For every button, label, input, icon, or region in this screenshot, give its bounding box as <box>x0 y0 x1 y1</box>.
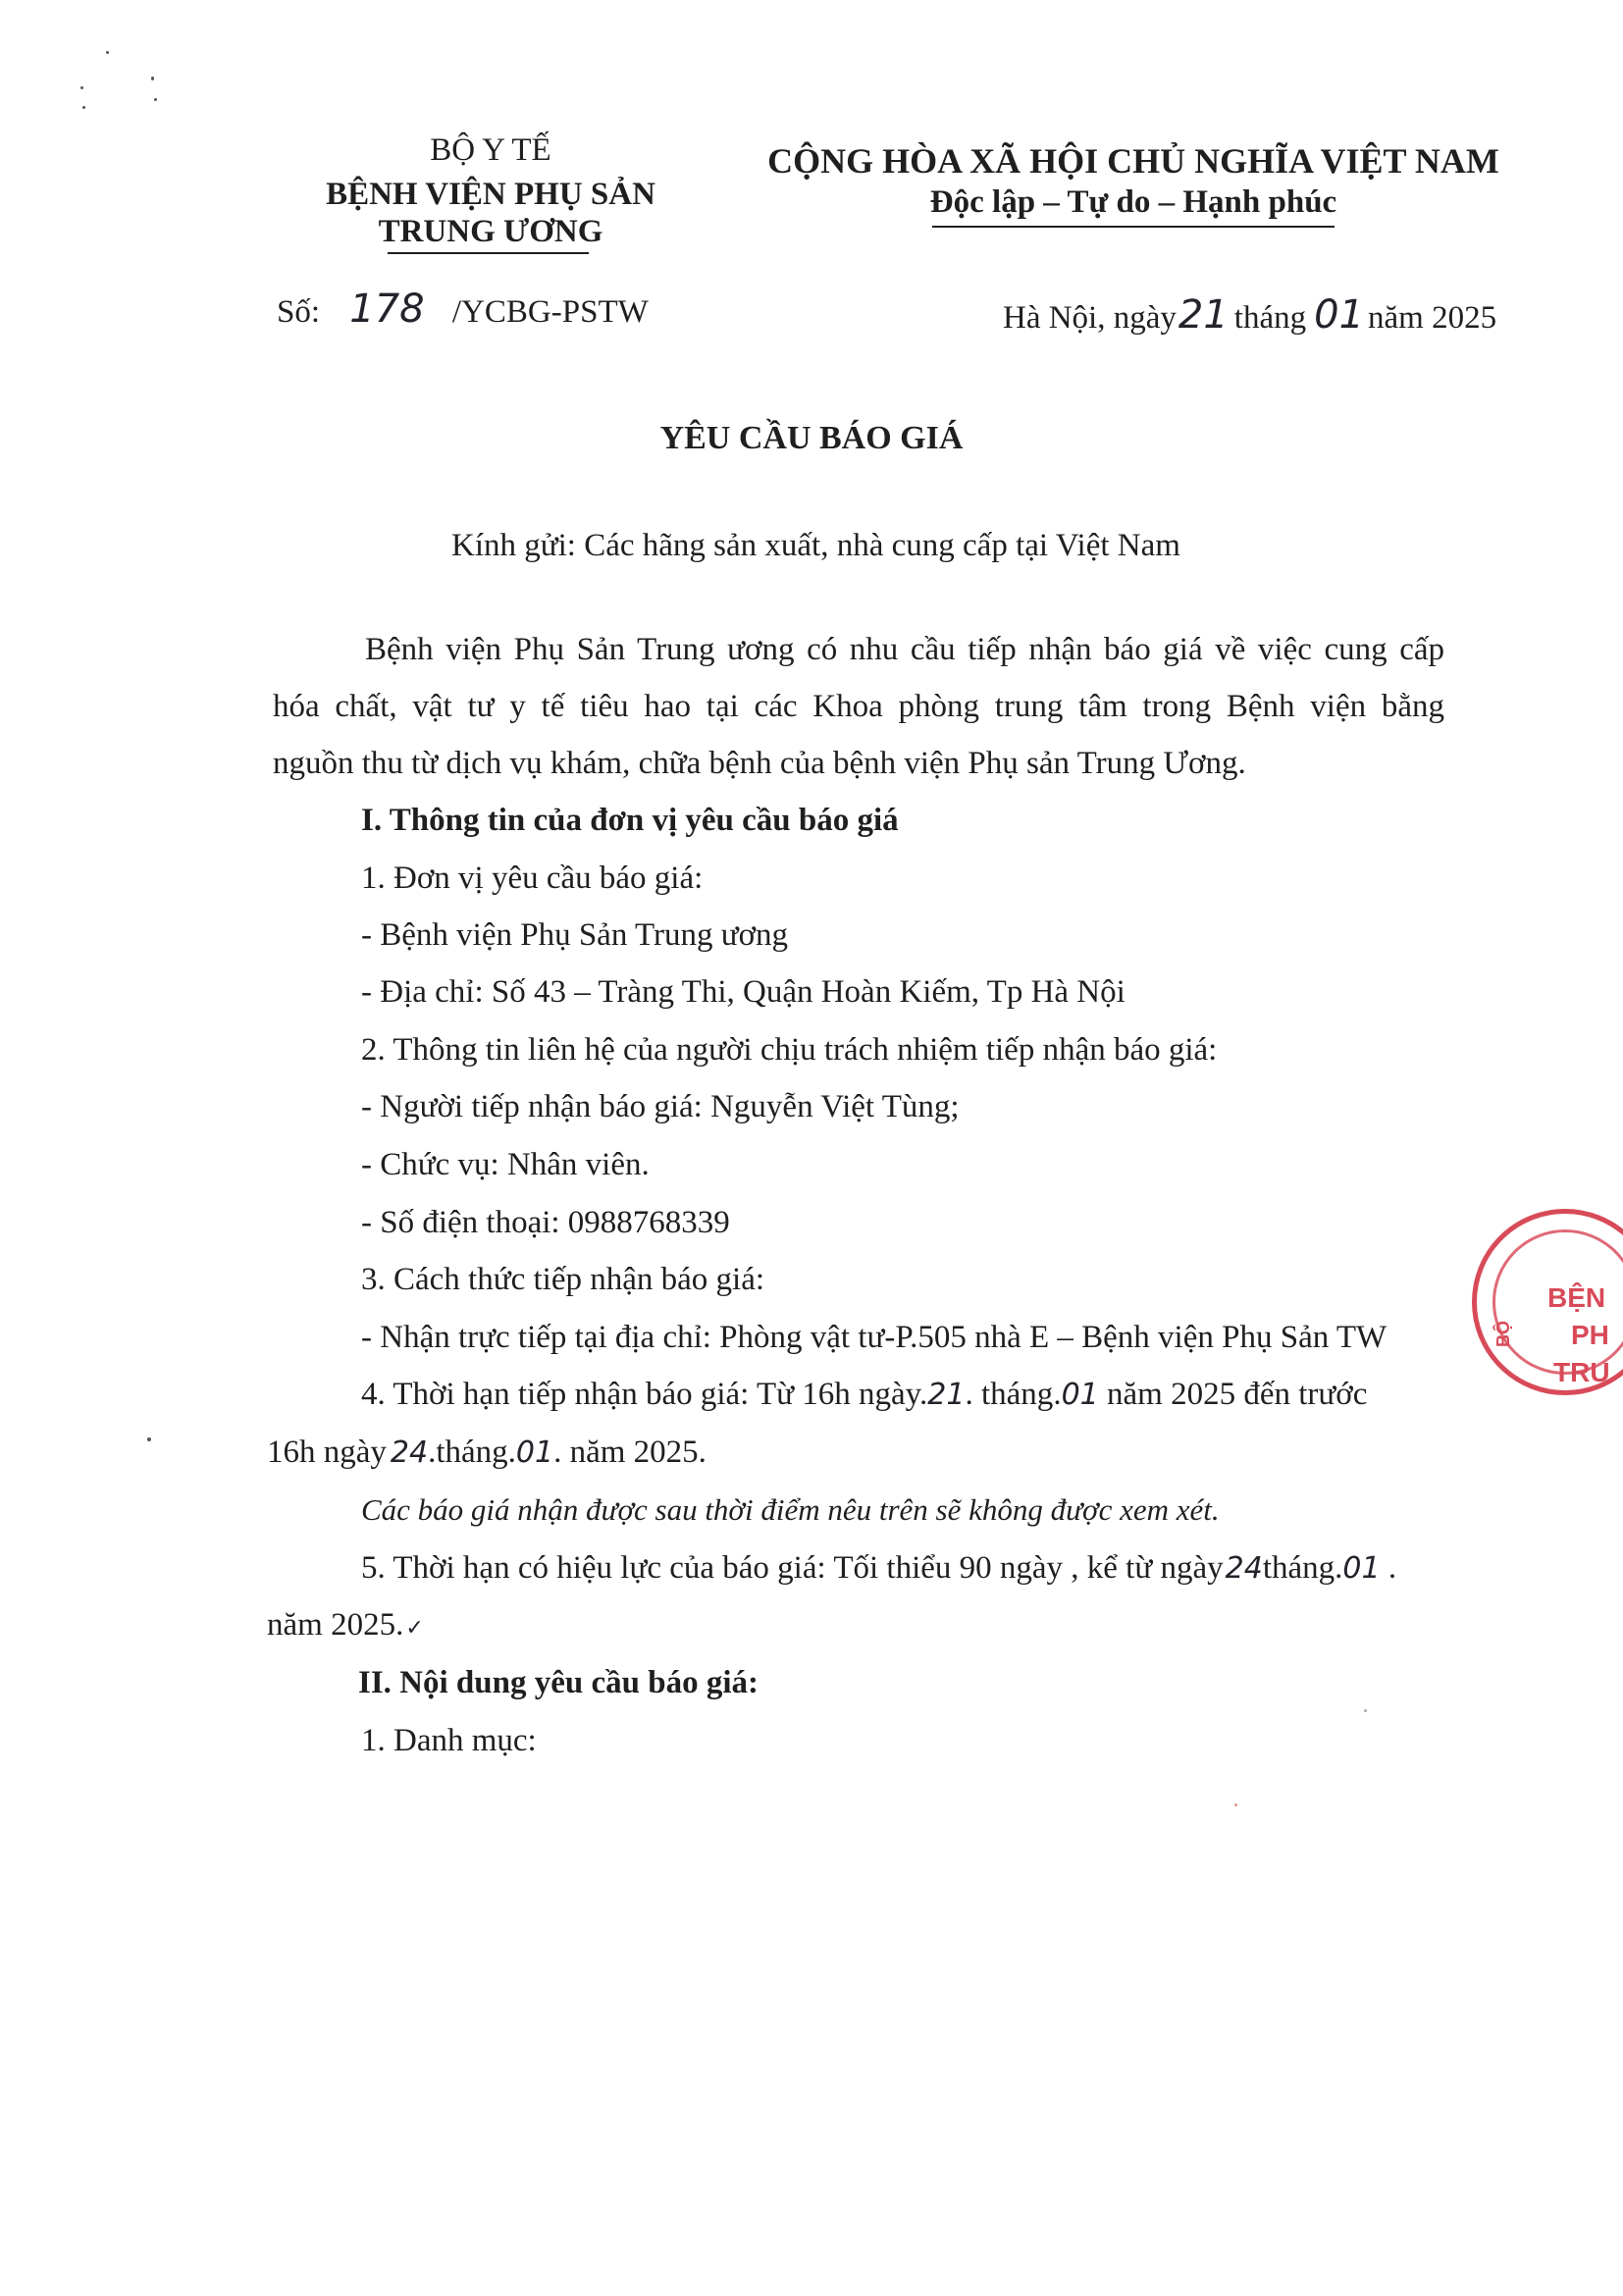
item4-text-d: 16h ngày <box>267 1435 387 1470</box>
section1-heading: I. Thông tin của đơn vị yêu cầu báo giá <box>361 803 899 838</box>
seal-text-line1: BỆN <box>1547 1282 1606 1313</box>
date-month-label: tháng <box>1233 300 1307 336</box>
intro-line-2: hóa chất, vật tư y tế tiêu hao tại các Khoa phòng trung tâm trong Bệnh viện bằng <box>273 689 1444 724</box>
section1-item5-line2 <box>267 1607 424 1644</box>
item5-check-mark: ✓ <box>405 1616 424 1641</box>
intro-line-3: nguồn thu từ dịch vụ khám, chữa bệnh của bệnh viện Phụ sản Trung Ương. <box>273 746 1246 781</box>
doc-number-suffix: /YCBG-PSTW <box>451 294 649 330</box>
date-prefix: Hà Nội, ngày <box>1003 300 1177 336</box>
item5-dots2: . <box>1380 1550 1397 1586</box>
item4-month1-handwritten: 01 <box>1061 1378 1099 1412</box>
item4-month2-handwritten: 01 <box>515 1435 554 1470</box>
scan-speck <box>151 77 154 80</box>
doc-number-prefix: Số: <box>277 294 321 330</box>
item4-dots6: . <box>553 1435 570 1470</box>
item5-text-a: 5. Thời hạn có hiệu lực của báo giá: Tối thiểu 90 ngày , kể từ ngày <box>361 1550 1224 1586</box>
section1-item4-line1 <box>361 1377 1367 1413</box>
section1-item4-line2 <box>267 1435 707 1471</box>
scan-speck <box>1234 1803 1237 1806</box>
scan-speck <box>1364 1709 1367 1712</box>
item4-text-c: năm 2025 đến trước <box>1107 1377 1368 1412</box>
scan-speck <box>80 86 83 89</box>
doc-number-handwritten: 178 <box>349 287 425 332</box>
scan-speck <box>154 98 157 101</box>
unit-name: - Bệnh viện Phụ Sản Trung ương <box>361 917 789 953</box>
hospital-name-line2: TRUNG ƯƠNG <box>378 214 603 249</box>
nation-motto: Độc lập – Tự do – Hạnh phúc <box>929 184 1337 220</box>
receiver-phone: - Số điện thoại: 0988768339 <box>361 1205 730 1240</box>
hospital-underline <box>388 252 589 254</box>
section2-item1: 1. Danh mục: <box>361 1723 537 1758</box>
seal-text-line2: PH <box>1571 1320 1609 1350</box>
receive-method: - Nhận trực tiếp tại địa chỉ: Phòng vật tư-P.505 nhà E – Bệnh viện Phụ Sản TW <box>361 1320 1387 1355</box>
document-title: YÊU CẦU BÁO GIÁ <box>659 420 964 456</box>
section1-item3: 3. Cách thức tiếp nhận báo giá: <box>361 1262 765 1297</box>
item4-dots: . <box>919 1377 928 1412</box>
scan-speck <box>82 106 85 109</box>
item4-day1-handwritten: 21 <box>927 1378 966 1412</box>
item5-month-handwritten: 01 <box>1342 1551 1381 1586</box>
hospital-name-line1: BỆNH VIỆN PHỤ SẢN <box>326 177 655 212</box>
late-quote-note: Các báo giá nhận được sau thời điểm nêu trên sẽ không được xem xét. <box>361 1492 1220 1527</box>
section2-heading: II. Nội dung yêu cầu báo giá: <box>358 1665 759 1700</box>
intro-line-1: Bệnh viện Phụ Sản Trung ương có nhu cầu tiếp nhận báo giá về việc cung cấp <box>365 632 1444 667</box>
receiver-name: - Người tiếp nhận báo giá: Nguyễn Việt Tùng; <box>361 1089 960 1124</box>
doc-number <box>277 287 649 332</box>
item4-dots4: . <box>428 1435 437 1470</box>
item4-text-b: tháng <box>980 1377 1054 1412</box>
issue-date <box>1003 292 1496 338</box>
item4-dots3: . <box>1053 1377 1062 1412</box>
scan-speck <box>147 1437 151 1441</box>
item5-text-c: năm 2025. <box>267 1607 404 1643</box>
seal-text-line3: TRU <box>1553 1357 1610 1387</box>
section1-item5-line1 <box>361 1550 1396 1587</box>
recipient-line: Kính gửi: Các hãng sản xuất, nhà cung cấp tại Việt Nam <box>451 528 1180 563</box>
item4-text-a: 4. Thời hạn tiếp nhận báo giá: Từ 16h ngày <box>361 1377 920 1412</box>
item4-day2-handwritten: 24 <box>390 1435 429 1470</box>
item4-dots2: . <box>965 1377 981 1412</box>
item4-text-f: năm 2025. <box>569 1435 707 1470</box>
official-seal <box>1472 1209 1623 1395</box>
item5-dots: . <box>1335 1550 1343 1586</box>
item5-day-handwritten: 24 <box>1225 1551 1263 1586</box>
section1-item1: 1. Đơn vị yêu cầu báo giá: <box>361 861 704 896</box>
item4-dots5: . <box>507 1435 516 1470</box>
nation-title: CỘNG HÒA XÃ HỘI CHỦ NGHĨA VIỆT NAM <box>767 141 1499 181</box>
item4-text-e: tháng <box>436 1435 508 1470</box>
motto-underline <box>932 226 1335 228</box>
section1-item2: 2. Thông tin liên hệ của người chịu trách nhiệm tiếp nhận báo giá: <box>361 1032 1218 1068</box>
ministry-name: BỘ Y TẾ <box>430 132 551 168</box>
receiver-position: - Chức vụ: Nhân viên. <box>361 1147 650 1182</box>
item5-text-b: tháng <box>1262 1550 1335 1586</box>
date-year: năm 2025 <box>1368 300 1497 336</box>
date-month-handwritten: 01 <box>1314 292 1365 338</box>
seal-text-side: BỘ <box>1493 1321 1513 1347</box>
scan-speck <box>106 51 109 54</box>
unit-address: - Địa chỉ: Số 43 – Tràng Thi, Quận Hoàn Kiếm, Tp Hà Nội <box>361 974 1126 1010</box>
date-day-handwritten: 21 <box>1178 292 1229 338</box>
